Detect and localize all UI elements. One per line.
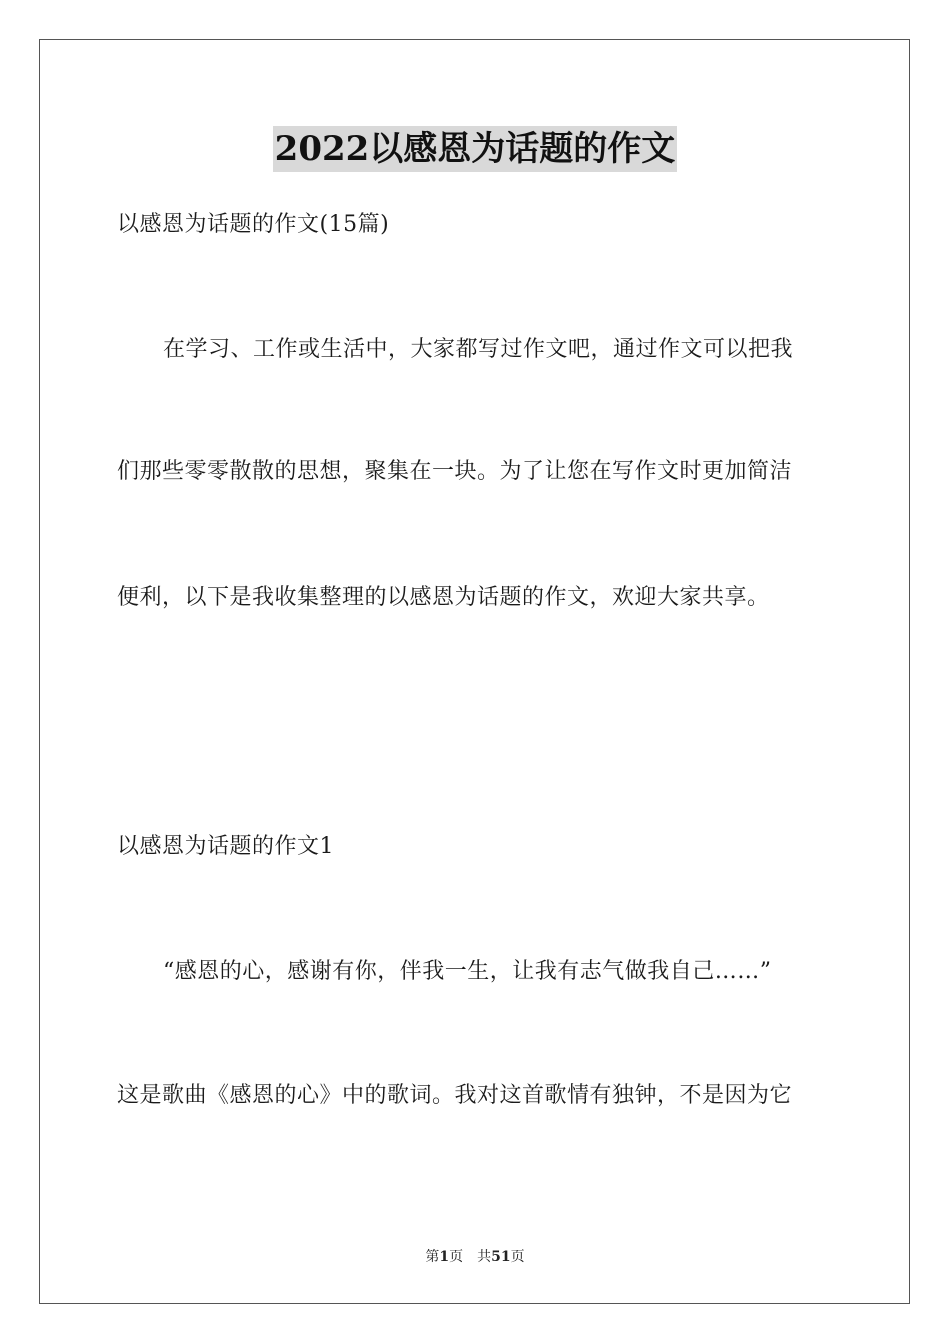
footer-total-prefix: 共 [477, 1249, 492, 1265]
intro-line-3: 便利，以下是我收集整理的以感恩为话题的作文，欢迎大家共享。 [117, 585, 770, 610]
title-container [0, 126, 950, 172]
footer-page-number: 1 [439, 1249, 450, 1265]
footer-page-suffix: 页 [449, 1249, 464, 1265]
section-line-2: 这是歌曲《感恩的心》中的歌词。我对这首歌情有独钟，不是因为它 [117, 1083, 793, 1108]
intro-line-1: 在学习、工作或生活中，大家都写过作文吧，通过作文可以把我 [163, 337, 794, 362]
document-subtitle: 以感恩为话题的作文(15篇) [117, 212, 390, 237]
footer-total-pages: 51 [491, 1249, 511, 1265]
section-heading: 以感恩为话题的作文1 [117, 834, 334, 859]
document-title: 2022以感恩为话题的作文 [273, 126, 678, 172]
section-line-1: “感恩的心，感谢有你，伴我一生，让我有志气做我自己……” [163, 959, 772, 984]
footer-total-suffix: 页 [510, 1249, 525, 1265]
intro-line-2: 们那些零零散散的思想，聚集在一块。为了让您在写作文时更加简洁 [117, 459, 793, 484]
footer-page-prefix: 第 [425, 1249, 440, 1265]
page-footer [0, 1247, 950, 1267]
